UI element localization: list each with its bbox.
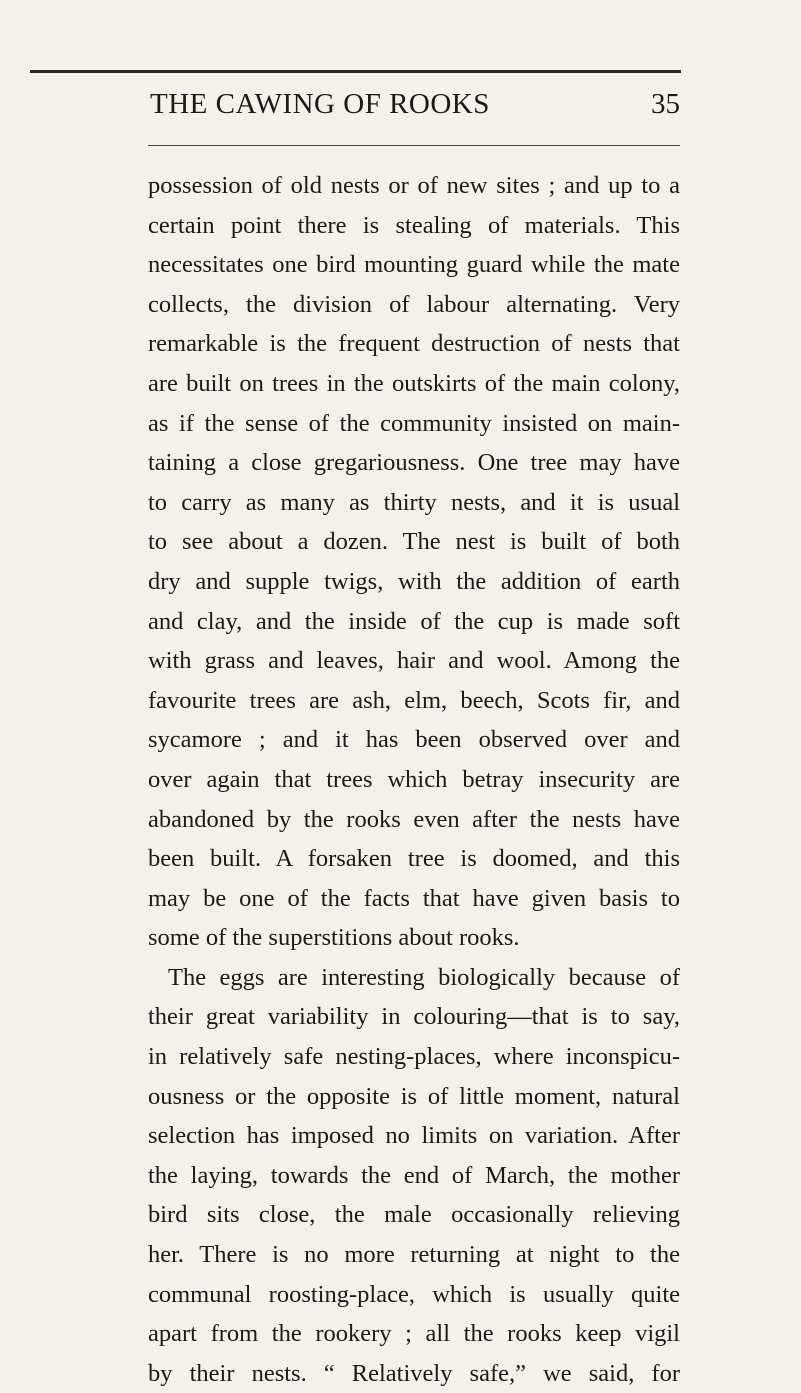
paragraph-first-line: The eggs are interesting biologically because of bbox=[168, 963, 680, 991]
text-line: their great variability in colouring—that is to say, bbox=[148, 1003, 680, 1031]
top-border-rule bbox=[30, 70, 681, 73]
text-line: apart from the rookery ; all the rooks keep vigil bbox=[148, 1320, 680, 1348]
text-line: in relatively safe nesting-places, where inconspicu- bbox=[148, 1043, 680, 1071]
text-line: dry and supple twigs, with the addition of earth bbox=[148, 567, 680, 595]
text-line: her. There is no more returning at night to the bbox=[148, 1241, 680, 1269]
text-line: by their nests. “ Relatively safe,” we said, for bbox=[148, 1359, 680, 1387]
text-line: with grass and leaves, hair and wool. Among the bbox=[148, 647, 680, 675]
text-line: bird sits close, the male occasionally relieving bbox=[148, 1201, 680, 1229]
text-line: remarkable is the frequent destruction of nests that bbox=[148, 330, 680, 358]
text-line: as if the sense of the community insisted on main- bbox=[148, 409, 680, 437]
text-line: possession of old nests or of new sites ; and up to a bbox=[148, 172, 680, 199]
text-line: and clay, and the inside of the cup is made soft bbox=[148, 607, 680, 635]
running-head bbox=[150, 88, 680, 132]
text-line: over again that trees which betray insecurity are bbox=[148, 765, 680, 793]
text-line: certain point there is stealing of materials. This bbox=[148, 211, 680, 239]
body-text bbox=[148, 166, 680, 1393]
text-line: necessitates one bird mounting guard while the mate bbox=[148, 251, 680, 279]
header-divider bbox=[148, 145, 680, 146]
text-line: communal roosting-place, which is usually quite bbox=[148, 1280, 680, 1308]
text-line: ousness or the opposite is of little moment, natural bbox=[148, 1082, 680, 1110]
text-line: are built on trees in the outskirts of the main colony, bbox=[148, 369, 680, 397]
running-title: THE CAWING OF ROOKS bbox=[150, 88, 490, 120]
text-line: some of the superstitions about rooks. bbox=[148, 924, 520, 952]
text-line: abandoned by the rooks even after the nests have bbox=[148, 805, 680, 833]
text-line: to carry as many as thirty nests, and it is usual bbox=[148, 488, 680, 516]
text-line: collects, the division of labour alternating. Very bbox=[148, 290, 680, 318]
page-number: 35 bbox=[651, 88, 680, 120]
text-line: taining a close gregariousness. One tree may have bbox=[148, 449, 680, 477]
text-line: favourite trees are ash, elm, beech, Scots fir, and bbox=[148, 686, 680, 714]
text-line: the laying, towards the end of March, the mother bbox=[148, 1161, 680, 1189]
text-line: been built. A forsaken tree is doomed, and this bbox=[148, 845, 680, 873]
text-line: to see about a dozen. The nest is built of both bbox=[148, 528, 680, 556]
text-line: selection has imposed no limits on variation. After bbox=[148, 1122, 680, 1150]
text-line: sycamore ; and it has been observed over and bbox=[148, 726, 680, 754]
text-line: may be one of the facts that have given basis to bbox=[148, 884, 680, 912]
